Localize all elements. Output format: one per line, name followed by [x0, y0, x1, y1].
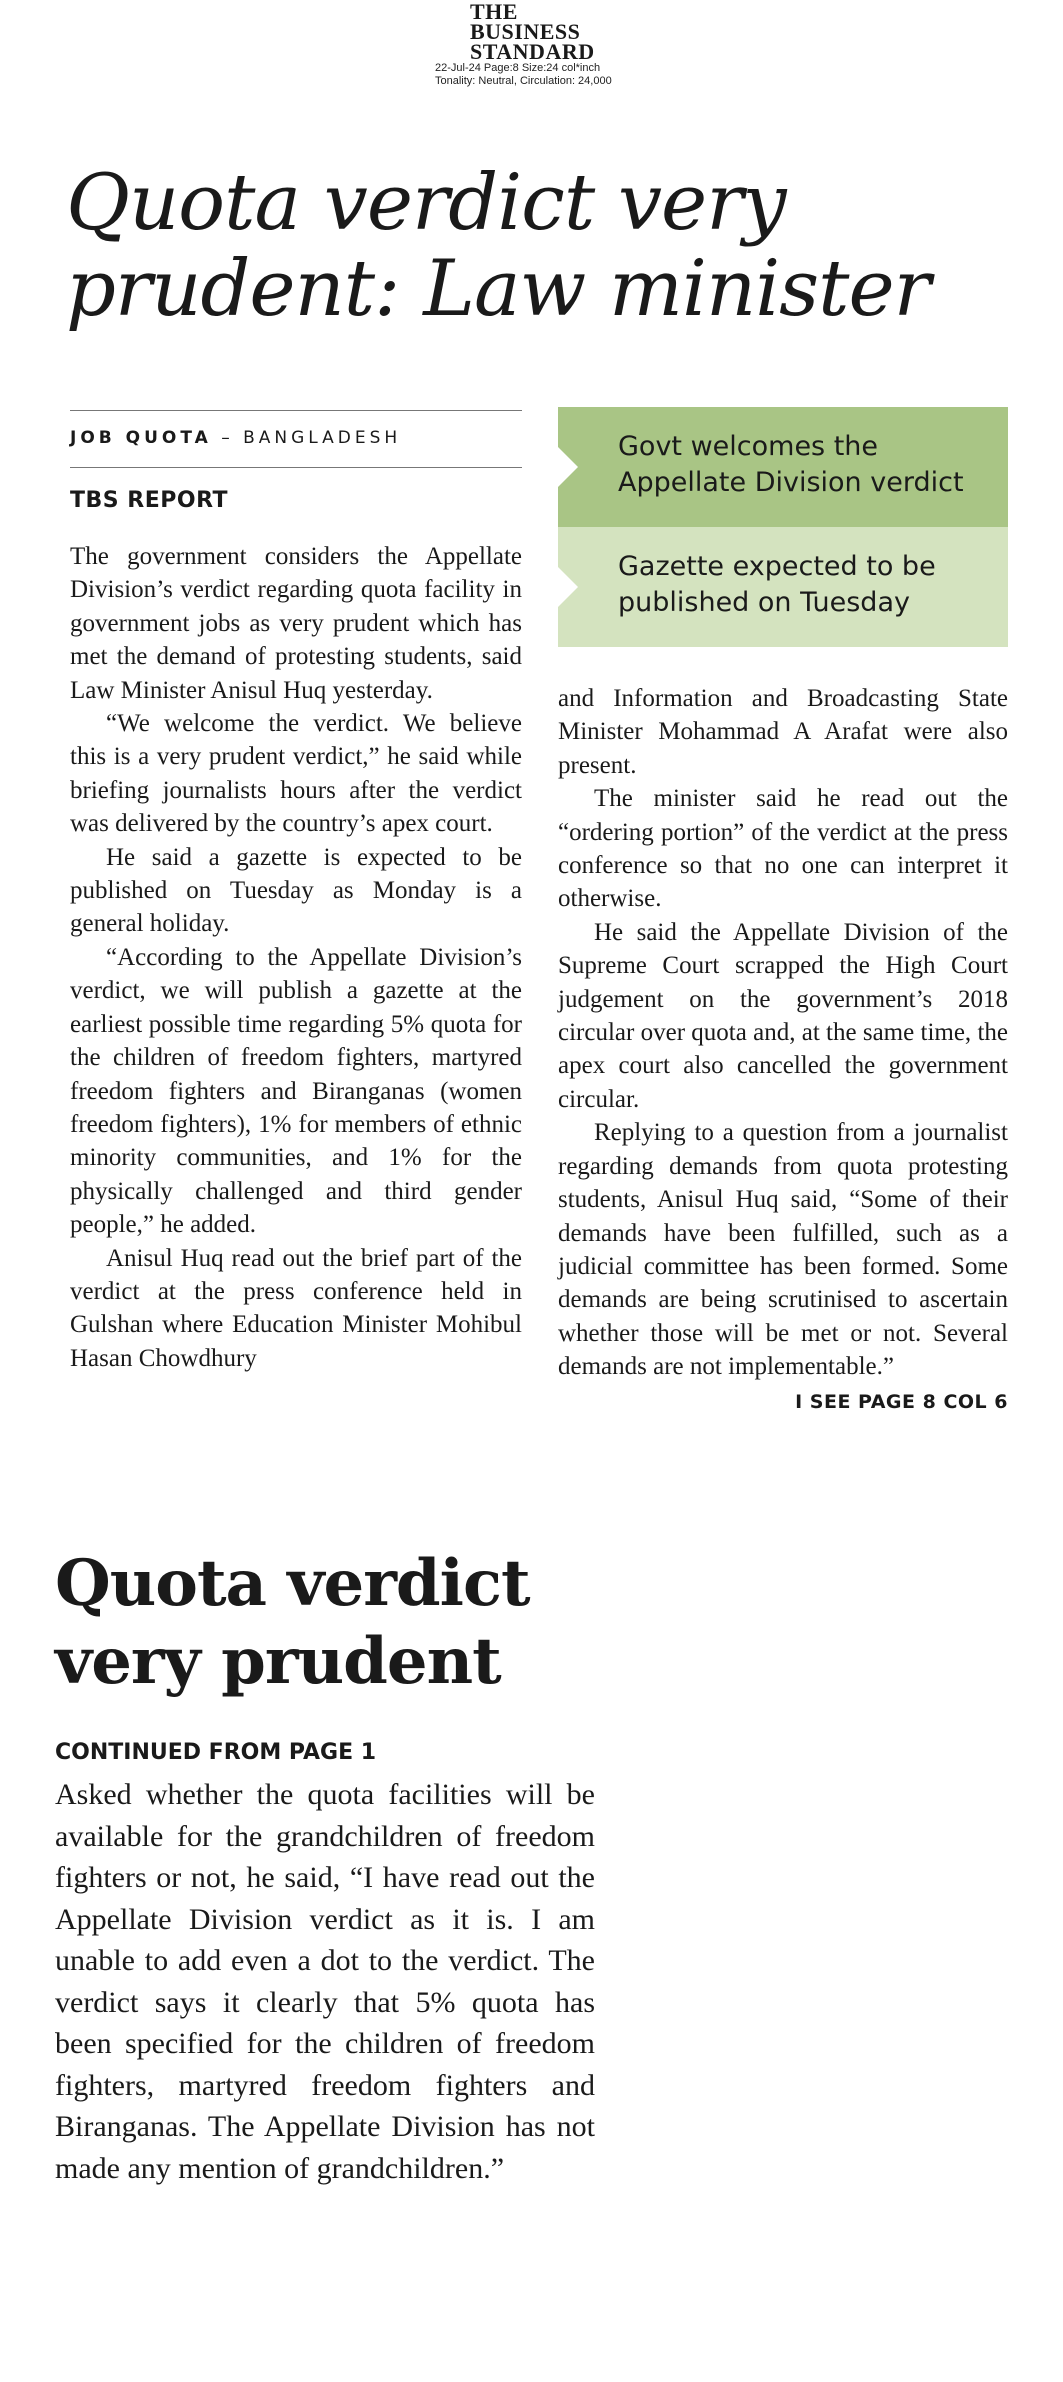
continuation-column	[55, 1774, 595, 2189]
paragraph: “We welcome the verdict. We believe this is a very prudent verdict,” he said while briefing journalists hours after the verdict was delivered by the country’s apex court.	[70, 710, 522, 838]
highlight-item	[558, 527, 1008, 647]
highlight-item	[558, 407, 1008, 527]
arrow-icon	[558, 447, 578, 487]
article-column-1	[70, 540, 522, 1375]
clipping-meta-line-2: Tonality: Neutral, Circulation: 24,000	[435, 75, 612, 87]
byline: TBS REPORT	[70, 488, 229, 513]
kicker-section: JOB QUOTA	[70, 428, 212, 448]
kicker-bottom-rule	[70, 467, 522, 468]
kicker	[70, 428, 401, 448]
masthead	[420, 2, 660, 88]
kicker-top-rule	[70, 410, 522, 411]
see-page-jump: I SEE PAGE 8 COL 6	[795, 1390, 1008, 1413]
article-column-2	[558, 682, 1008, 1419]
paragraph: The government considers the Appellate Division’s verdict regarding quota facility in government jobs as very prudent which has met the demand of protesting students, said Law Minister Anisul Huq yesterday.	[70, 543, 522, 704]
paragraph: The minister said he read out the “ordering portion” of the verdict at the press conference so that no one can interpret it otherwise.	[558, 785, 1008, 913]
paragraph: Replying to a question from a journalist regarding demands from quota protesting students, Anisul Huq said, “Some of their demands have been fulfilled, such as a judicial committee has been formed. Some demands are being scrutinised to ascertain whether those will be met or not. Several demands are not implementable.”	[558, 1119, 1008, 1381]
continued-label: CONTINUED FROM PAGE 1	[55, 1740, 377, 1765]
logo-line-2: BUSINESS	[470, 19, 581, 44]
paragraph: and Information and Broadcasting State Minister Mohammad A Arafat were also present.	[558, 685, 1008, 779]
continuation-headline-line-2: very prudent	[55, 1624, 501, 1699]
paragraph: He said the Appellate Division of the Supreme Court scrapped the High Court judgement on the government’s 2018 circular over quota and, at the same time, the apex court also cancelled the government circular.	[558, 918, 1008, 1113]
logo-line-3: STANDARD	[470, 39, 595, 64]
highlights-box	[558, 407, 1008, 647]
logo-line-1: THE	[470, 0, 518, 24]
clipping-meta-line-1: 22-Jul-24 Page:8 Size:24 col*inch	[435, 62, 601, 74]
arrow-icon	[558, 567, 578, 607]
kicker-region: BANGLADESH	[243, 428, 402, 448]
paragraph: Anisul Huq read out the brief part of the verdict at the press conference held in Gulshan where Education Minister Mohibul Hasan Chowdhury	[70, 1244, 522, 1372]
headline-line-1: Quota verdict very	[66, 158, 786, 248]
paragraph: “According to the Appellate Division’s verdict, we will publish a gazette at the earliest possible time regarding 5% quota for the children of freedom fighters, martyred freedom fighters and Biranganas (women freedom fighters), 1% for members of ethnic minority communities, and 1% for the physically challenged and third gender people,” he added.	[70, 943, 522, 1239]
continuation-headline	[55, 1545, 655, 1701]
headline-line-2: prudent: Law minister	[66, 244, 930, 334]
clipping-meta	[420, 62, 660, 88]
highlight-text: Govt welcomes the Appellate Division verdict	[618, 431, 964, 498]
newspaper-logo	[420, 2, 660, 62]
paragraph: Asked whether the quota facilities will be available for the grandchildren of freedom fighters or not, he said, “I have read out the Appellate Division verdict as it is. I am unable to add even a dot to the verdict. The verdict says it clearly that 5% quota has been specified for the children of freedom fighters, martyred freedom fighters and Biranganas. The Appellate Division has not made any mention of grandchildren.”	[55, 1778, 595, 2185]
highlight-text: Gazette expected to be published on Tuesday	[618, 551, 936, 618]
continuation-headline-line-1: Quota verdict	[55, 1546, 530, 1621]
headline	[66, 160, 1026, 332]
paragraph: He said a gazette is expected to be published on Tuesday as Monday is a general holiday.	[70, 843, 522, 938]
kicker-separator: –	[211, 428, 244, 448]
